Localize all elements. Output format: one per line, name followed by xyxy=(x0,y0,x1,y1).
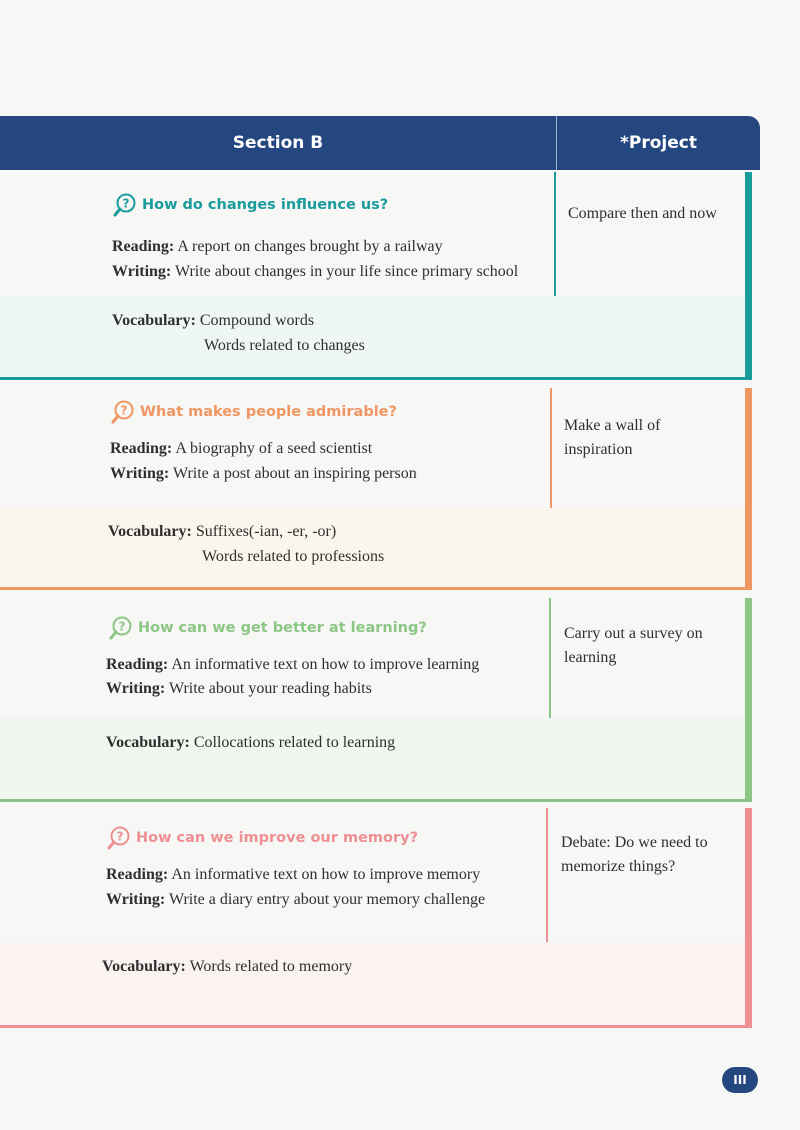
unit-question xyxy=(110,399,397,425)
unit-bottom-border xyxy=(0,1025,752,1028)
question-magnifier-icon xyxy=(110,399,136,425)
unit-row-3 xyxy=(0,598,756,806)
unit-question xyxy=(112,192,388,218)
section-b-header: Section B xyxy=(232,133,324,153)
unit-vocab-background xyxy=(0,296,746,380)
unit-question xyxy=(106,825,418,851)
vocabulary-line xyxy=(106,734,395,752)
project-column-divider xyxy=(550,388,552,508)
vocabulary-item: Suffixes(-ian, -er, -or) xyxy=(195,523,337,540)
writing-text: Write about your reading habits xyxy=(168,680,372,697)
unit-row-2 xyxy=(0,388,756,594)
writing-line xyxy=(106,680,372,698)
unit-question-text: How can we improve our memory? xyxy=(136,830,418,846)
writing-label: Writing: xyxy=(110,465,170,482)
vocabulary-label: Vocabulary: xyxy=(102,958,186,975)
question-magnifier-icon xyxy=(106,825,132,851)
vocabulary-item: Words related to professions xyxy=(202,548,385,565)
writing-text: Write a post about an inspiring person xyxy=(172,465,417,482)
page-number: III xyxy=(722,1067,758,1093)
reading-text: A biography of a seed scientist xyxy=(175,440,373,457)
project-header: *Project xyxy=(620,133,697,153)
reading-text: A report on changes brought by a railway xyxy=(177,238,443,255)
vocabulary-item: Words related to changes xyxy=(204,337,365,354)
unit-question xyxy=(108,615,427,641)
project-text: Carry out a survey on learning xyxy=(564,625,703,666)
question-magnifier-icon xyxy=(108,615,134,641)
reading-label: Reading: xyxy=(110,440,173,457)
unit-vocab-background xyxy=(0,718,746,802)
unit-right-border xyxy=(745,388,752,590)
unit-bottom-border xyxy=(0,799,752,802)
table-header xyxy=(0,116,760,170)
vocabulary-line xyxy=(102,958,352,976)
svg-text:?: ? xyxy=(116,829,124,844)
vocabulary-line xyxy=(112,312,314,330)
unit-right-border xyxy=(745,808,752,1028)
unit-question-text: How do changes influence us? xyxy=(142,197,389,213)
vocabulary-label: Vocabulary: xyxy=(112,312,196,329)
unit-right-border xyxy=(745,598,752,802)
unit-bottom-border xyxy=(0,587,752,590)
vocabulary-item: Words related to memory xyxy=(189,958,353,975)
question-magnifier-icon xyxy=(112,192,138,218)
svg-text:?: ? xyxy=(120,403,128,418)
writing-text: Write a diary entry about your memory challenge xyxy=(168,891,486,908)
project-column-divider xyxy=(554,172,556,296)
writing-label: Writing: xyxy=(106,680,166,697)
reading-text: An informative text on how to improve learning xyxy=(171,656,480,673)
unit-vocab-background xyxy=(0,942,746,1028)
svg-text:?: ? xyxy=(118,619,126,634)
reading-label: Reading: xyxy=(106,656,169,673)
writing-label: Writing: xyxy=(106,891,166,908)
reading-label: Reading: xyxy=(112,238,175,255)
reading-line xyxy=(106,656,479,674)
project-text: Debate: Do we need to memorize things? xyxy=(561,834,708,875)
reading-line xyxy=(110,440,372,458)
reading-label: Reading: xyxy=(106,866,169,883)
unit-bottom-border xyxy=(0,377,752,380)
project-column-divider xyxy=(546,808,548,942)
vocabulary-label: Vocabulary: xyxy=(106,734,190,751)
unit-row-4 xyxy=(0,808,756,1032)
writing-text: Write about changes in your life since primary school xyxy=(174,263,519,280)
project-column-divider xyxy=(549,598,551,718)
vocabulary-label: Vocabulary: xyxy=(108,523,192,540)
project-text: Compare then and now xyxy=(568,205,717,222)
reading-text: An informative text on how to improve memory xyxy=(171,866,481,883)
writing-line xyxy=(106,891,485,909)
reading-line xyxy=(112,238,443,256)
reading-line xyxy=(106,866,480,884)
unit-row-1 xyxy=(0,172,756,384)
unit-question-text: How can we get better at learning? xyxy=(138,620,427,636)
writing-line xyxy=(112,263,518,281)
unit-question-text: What makes people admirable? xyxy=(140,404,397,420)
writing-label: Writing: xyxy=(112,263,172,280)
vocabulary-item: Compound words xyxy=(199,312,315,329)
vocabulary-line xyxy=(108,523,336,541)
vocabulary-item: Collocations related to learning xyxy=(193,734,396,751)
writing-line xyxy=(110,465,417,483)
svg-text:?: ? xyxy=(122,196,130,211)
unit-right-border xyxy=(745,172,752,380)
project-text: Make a wall of inspiration xyxy=(564,417,661,458)
